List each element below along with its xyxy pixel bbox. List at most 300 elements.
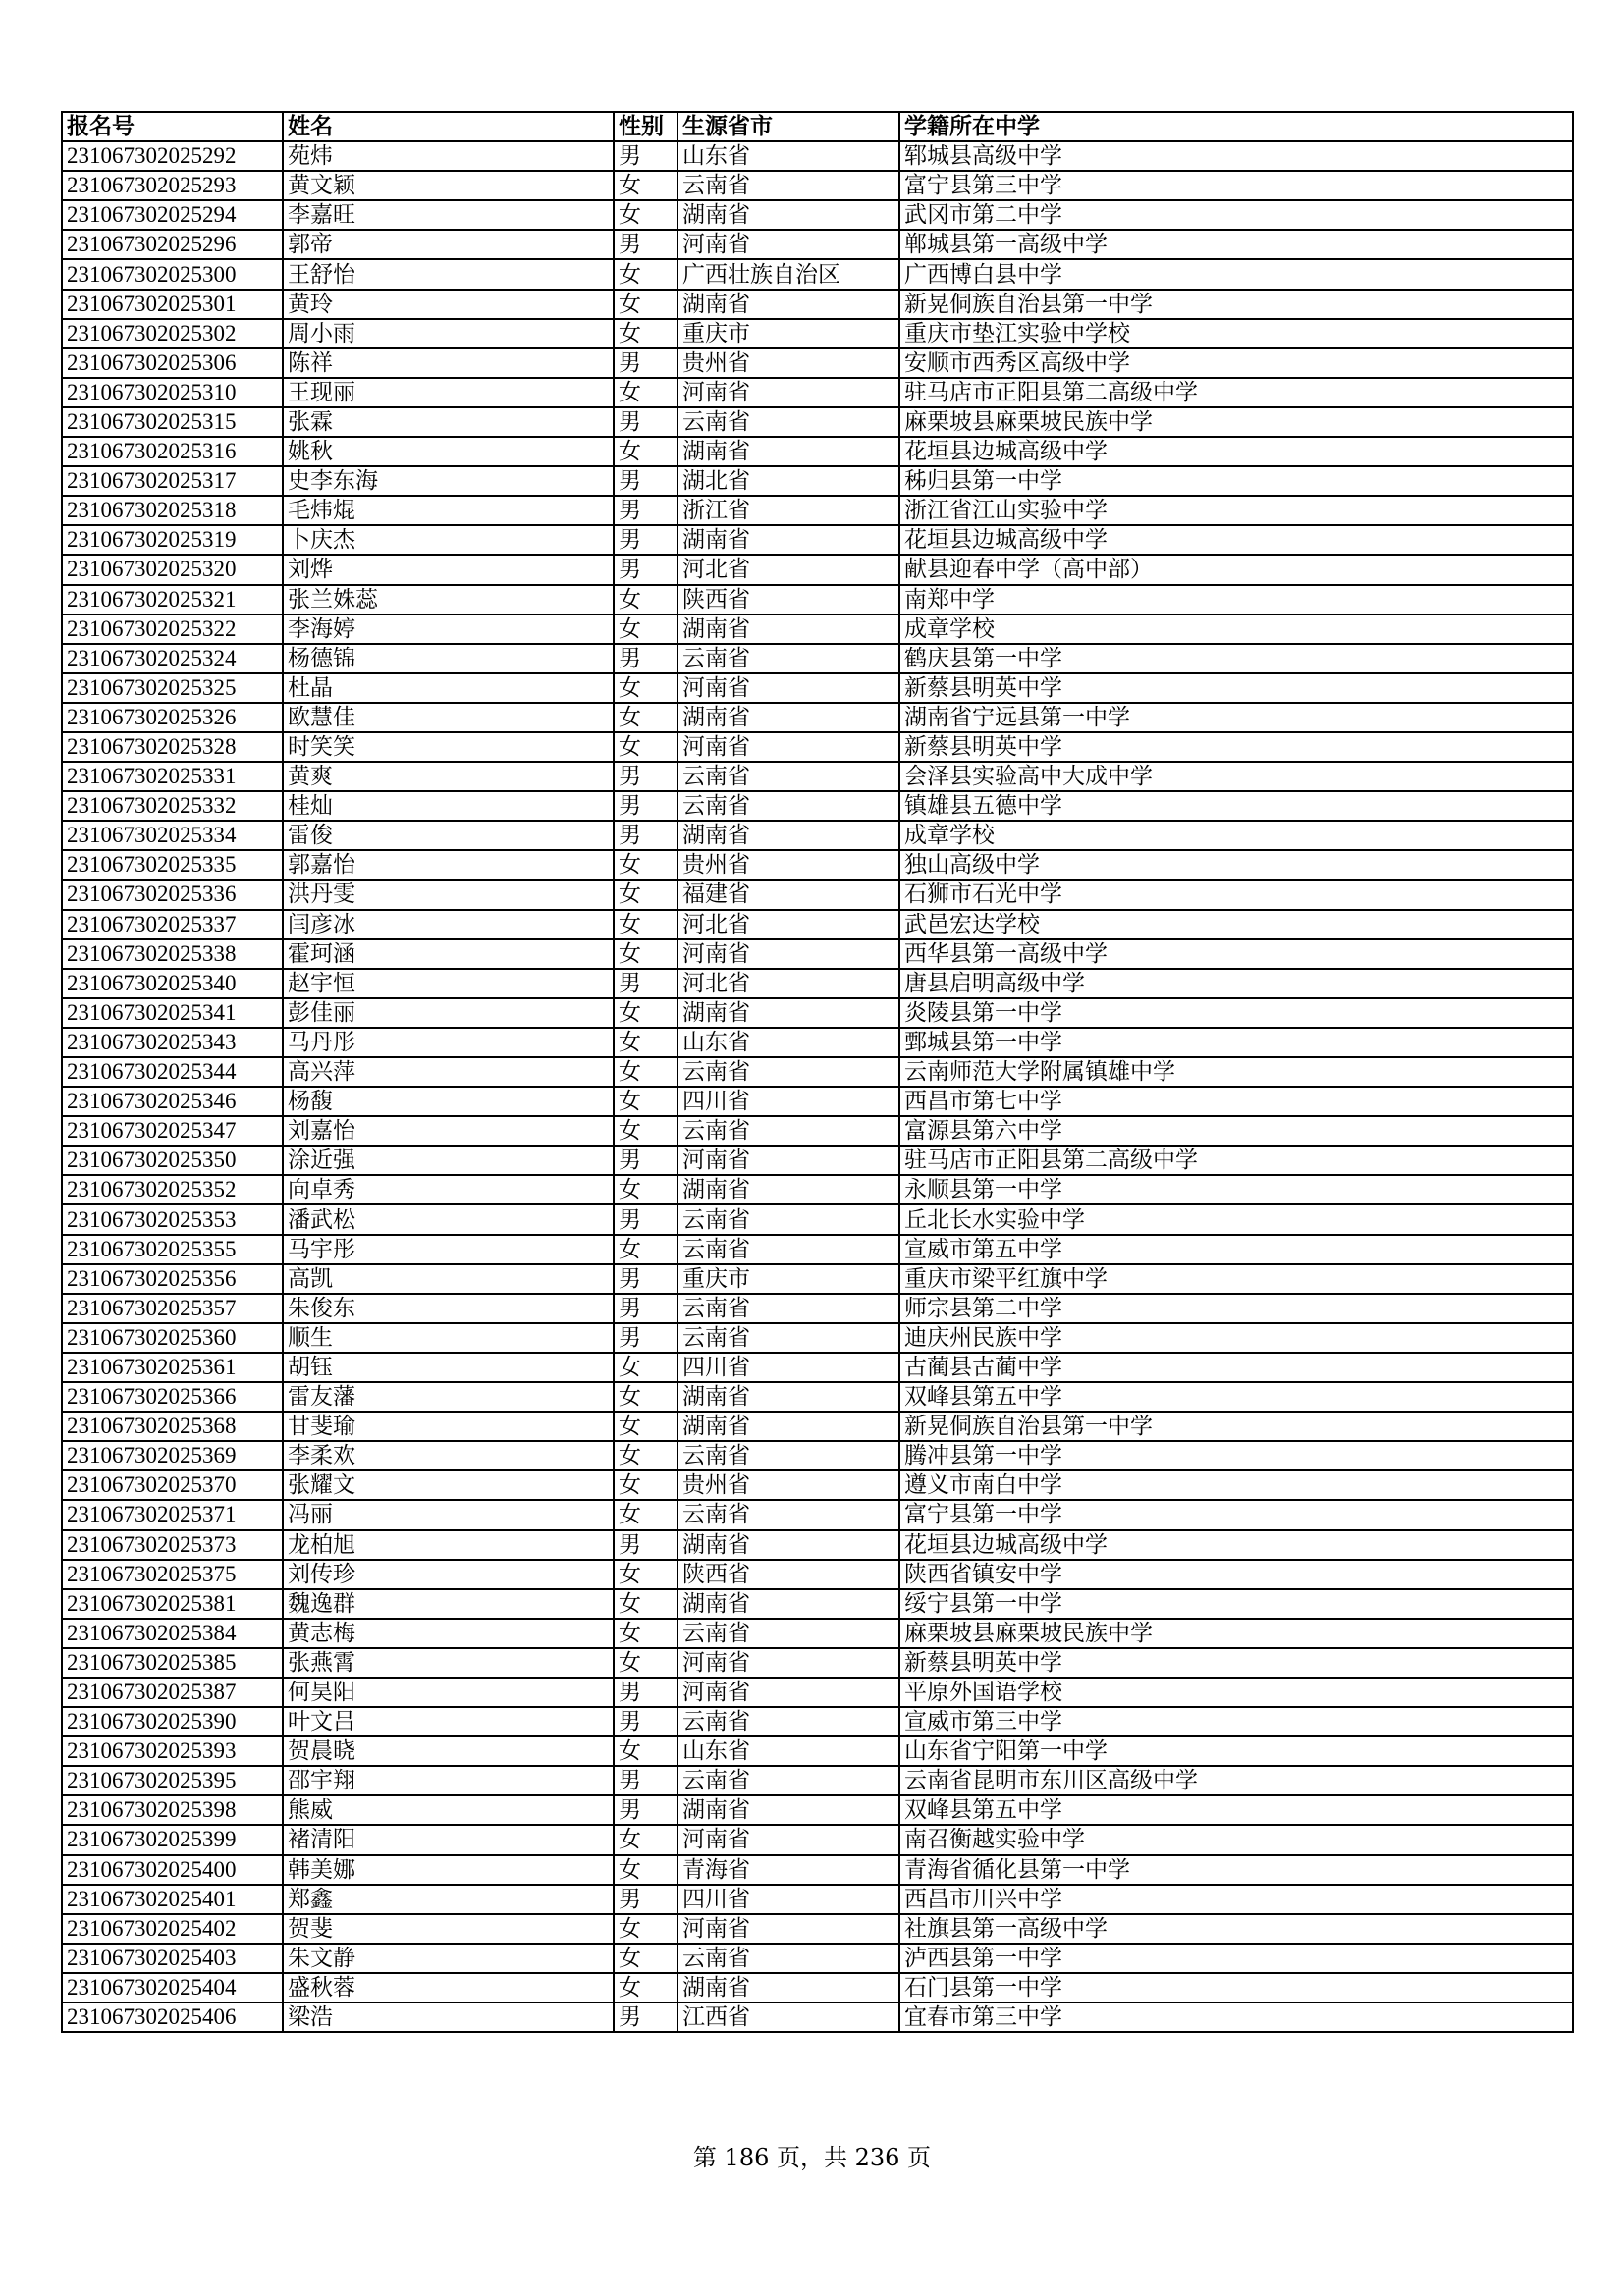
gender-cell: 女 <box>614 200 677 230</box>
school-cell: 鹤庆县第一中学 <box>899 644 1573 673</box>
table-row <box>62 673 1573 703</box>
table-row <box>62 850 1573 880</box>
table-row <box>62 1885 1573 1914</box>
registration-number-cell: 231067302025332 <box>62 791 283 821</box>
registration-number-cell: 231067302025315 <box>62 407 283 437</box>
name-cell: 魏逸群 <box>283 1589 614 1619</box>
table-row <box>62 1057 1573 1087</box>
name-cell: 赵宇恒 <box>283 969 614 998</box>
registration-number-cell: 231067302025322 <box>62 614 283 644</box>
registration-number-cell: 231067302025340 <box>62 969 283 998</box>
school-cell: 平原外国语学校 <box>899 1678 1573 1707</box>
gender-cell: 女 <box>614 1087 677 1116</box>
gender-cell: 女 <box>614 290 677 319</box>
gender-cell: 女 <box>614 1589 677 1619</box>
province-cell: 河南省 <box>677 1678 899 1707</box>
table-row <box>62 1116 1573 1146</box>
name-cell: 马丹彤 <box>283 1028 614 1057</box>
table-row <box>62 555 1573 584</box>
table-row <box>62 1323 1573 1353</box>
school-cell: 献县迎春中学（高中部） <box>899 555 1573 584</box>
province-cell: 湖南省 <box>677 1795 899 1825</box>
table-row <box>62 821 1573 850</box>
name-cell: 褚清阳 <box>283 1825 614 1854</box>
table-row <box>62 791 1573 821</box>
registration-number-cell: 231067302025334 <box>62 821 283 850</box>
name-cell: 洪丹雯 <box>283 880 614 909</box>
province-cell: 云南省 <box>677 1441 899 1470</box>
school-cell: 成章学校 <box>899 821 1573 850</box>
registration-number-cell: 231067302025328 <box>62 732 283 762</box>
name-cell: 陈祥 <box>283 348 614 378</box>
school-cell: 花垣县边城高级中学 <box>899 1530 1573 1560</box>
registration-number-cell: 231067302025356 <box>62 1264 283 1294</box>
gender-cell: 男 <box>614 791 677 821</box>
province-cell: 贵州省 <box>677 348 899 378</box>
school-cell: 宣威市第三中学 <box>899 1707 1573 1736</box>
province-cell: 重庆市 <box>677 1264 899 1294</box>
gender-cell: 男 <box>614 1204 677 1234</box>
gender-cell: 女 <box>614 1560 677 1589</box>
table-row <box>62 2002 1573 2032</box>
table-row <box>62 910 1573 939</box>
gender-cell: 男 <box>614 762 677 791</box>
name-cell: 龙柏旭 <box>283 1530 614 1560</box>
gender-cell: 男 <box>614 1264 677 1294</box>
gender-cell: 男 <box>614 644 677 673</box>
province-cell: 河南省 <box>677 230 899 259</box>
registration-number-cell: 231067302025324 <box>62 644 283 673</box>
gender-cell: 女 <box>614 1057 677 1087</box>
name-cell: 刘嘉怡 <box>283 1116 614 1146</box>
province-cell: 福建省 <box>677 880 899 909</box>
table-row <box>62 1560 1573 1589</box>
table-row <box>62 1175 1573 1204</box>
registration-number-cell: 231067302025401 <box>62 1885 283 1914</box>
registration-number-cell: 231067302025395 <box>62 1766 283 1795</box>
gender-cell: 女 <box>614 673 677 703</box>
school-cell: 重庆市梁平红旗中学 <box>899 1264 1573 1294</box>
gender-cell: 男 <box>614 1707 677 1736</box>
gender-cell: 女 <box>614 171 677 200</box>
province-cell: 四川省 <box>677 1353 899 1382</box>
table-row <box>62 466 1573 496</box>
registration-number-cell: 231067302025400 <box>62 1855 283 1885</box>
registration-number-cell: 231067302025371 <box>62 1500 283 1529</box>
school-cell: 新蔡县明英中学 <box>899 1648 1573 1678</box>
table-row <box>62 998 1573 1028</box>
gender-cell: 女 <box>614 437 677 466</box>
school-cell: 花垣县边城高级中学 <box>899 525 1573 555</box>
table-row <box>62 496 1573 525</box>
table-row <box>62 525 1573 555</box>
school-cell: 驻马店市正阳县第二高级中学 <box>899 1146 1573 1175</box>
name-cell: 叶文吕 <box>283 1707 614 1736</box>
school-cell: 浙江省江山实验中学 <box>899 496 1573 525</box>
registration-number-cell: 231067302025292 <box>62 141 283 171</box>
registration-number-cell: 231067302025325 <box>62 673 283 703</box>
registration-number-cell: 231067302025336 <box>62 880 283 909</box>
name-cell: 苑炜 <box>283 141 614 171</box>
province-cell: 河北省 <box>677 969 899 998</box>
province-cell: 云南省 <box>677 171 899 200</box>
gender-cell: 女 <box>614 1382 677 1412</box>
name-cell: 贺晨晓 <box>283 1736 614 1766</box>
school-cell: 石狮市石光中学 <box>899 880 1573 909</box>
school-cell: 石门县第一中学 <box>899 1973 1573 2002</box>
province-cell: 湖南省 <box>677 1530 899 1560</box>
gender-cell: 女 <box>614 1648 677 1678</box>
registration-number-cell: 231067302025320 <box>62 555 283 584</box>
name-cell: 卜庆杰 <box>283 525 614 555</box>
registration-number-cell: 231067302025344 <box>62 1057 283 1087</box>
name-cell: 冯丽 <box>283 1500 614 1529</box>
province-cell: 河南省 <box>677 939 899 969</box>
province-cell: 湖南省 <box>677 1973 899 2002</box>
name-cell: 潘武松 <box>283 1204 614 1234</box>
table-row <box>62 1204 1573 1234</box>
table-row <box>62 348 1573 378</box>
name-cell: 盛秋蓉 <box>283 1973 614 2002</box>
gender-cell: 男 <box>614 1795 677 1825</box>
school-cell: 南召衡越实验中学 <box>899 1825 1573 1854</box>
gender-cell: 女 <box>614 910 677 939</box>
gender-cell: 女 <box>614 378 677 407</box>
gender-cell: 女 <box>614 1736 677 1766</box>
gender-cell: 男 <box>614 969 677 998</box>
registration-number-cell: 231067302025347 <box>62 1116 283 1146</box>
registration-number-cell: 231067302025300 <box>62 259 283 289</box>
gender-cell: 女 <box>614 1825 677 1854</box>
province-cell: 河北省 <box>677 555 899 584</box>
table-row <box>62 1825 1573 1854</box>
school-cell: 宜春市第三中学 <box>899 2002 1573 2032</box>
school-cell: 新蔡县明英中学 <box>899 732 1573 762</box>
province-cell: 湖北省 <box>677 466 899 496</box>
registration-number-cell: 231067302025310 <box>62 378 283 407</box>
gender-cell: 男 <box>614 1530 677 1560</box>
name-cell: 涂近强 <box>283 1146 614 1175</box>
school-cell: 花垣县边城高级中学 <box>899 437 1573 466</box>
registration-number-cell: 231067302025293 <box>62 171 283 200</box>
name-cell: 李嘉旺 <box>283 200 614 230</box>
province-cell: 云南省 <box>677 791 899 821</box>
table-row <box>62 1530 1573 1560</box>
registration-number-cell: 231067302025341 <box>62 998 283 1028</box>
school-cell: 富宁县第一中学 <box>899 1500 1573 1529</box>
table-row <box>62 1353 1573 1382</box>
name-cell: 雷友藩 <box>283 1382 614 1412</box>
registration-number-cell: 231067302025357 <box>62 1294 283 1323</box>
name-cell: 甘斐瑜 <box>283 1412 614 1441</box>
province-cell: 河南省 <box>677 1825 899 1854</box>
page-footer: 第 186 页，共 236 页 <box>692 2144 932 2171</box>
gender-cell: 男 <box>614 230 677 259</box>
name-cell: 黄爽 <box>283 762 614 791</box>
gender-cell: 女 <box>614 1028 677 1057</box>
province-cell: 云南省 <box>677 1707 899 1736</box>
table-row <box>62 1441 1573 1470</box>
registration-number-cell: 231067302025319 <box>62 525 283 555</box>
gender-cell: 女 <box>614 850 677 880</box>
name-cell: 李柔欢 <box>283 1441 614 1470</box>
name-cell: 桂灿 <box>283 791 614 821</box>
school-cell: 迪庆州民族中学 <box>899 1323 1573 1353</box>
registration-number-cell: 231067302025399 <box>62 1825 283 1854</box>
province-cell: 湖南省 <box>677 1589 899 1619</box>
school-cell: 新蔡县明英中学 <box>899 673 1573 703</box>
header-province: 生源省市 <box>677 112 899 141</box>
name-cell: 邵宇翔 <box>283 1766 614 1795</box>
registration-number-cell: 231067302025350 <box>62 1146 283 1175</box>
gender-cell: 女 <box>614 1855 677 1885</box>
table-row <box>62 319 1573 348</box>
name-cell: 马宇彤 <box>283 1235 614 1264</box>
table-row <box>62 1855 1573 1885</box>
province-cell: 河南省 <box>677 1146 899 1175</box>
table-row <box>62 1264 1573 1294</box>
province-cell: 河北省 <box>677 910 899 939</box>
gender-cell: 女 <box>614 939 677 969</box>
table-row <box>62 290 1573 319</box>
province-cell: 云南省 <box>677 1204 899 1234</box>
gender-cell: 女 <box>614 614 677 644</box>
school-cell: 独山高级中学 <box>899 850 1573 880</box>
province-cell: 浙江省 <box>677 496 899 525</box>
school-cell: 永顺县第一中学 <box>899 1175 1573 1204</box>
table-row <box>62 259 1573 289</box>
gender-cell: 男 <box>614 348 677 378</box>
province-cell: 江西省 <box>677 2002 899 2032</box>
name-cell: 郭嘉怡 <box>283 850 614 880</box>
school-cell: 富宁县第三中学 <box>899 171 1573 200</box>
gender-cell: 男 <box>614 1885 677 1914</box>
name-cell: 毛炜焜 <box>283 496 614 525</box>
school-cell: 富源县第六中学 <box>899 1116 1573 1146</box>
province-cell: 湖南省 <box>677 525 899 555</box>
name-cell: 彭佳丽 <box>283 998 614 1028</box>
table-row <box>62 1470 1573 1500</box>
province-cell: 河南省 <box>677 1648 899 1678</box>
registration-number-cell: 231067302025368 <box>62 1412 283 1441</box>
registration-number-cell: 231067302025326 <box>62 703 283 732</box>
gender-cell: 女 <box>614 1944 677 1973</box>
province-cell: 湖南省 <box>677 1382 899 1412</box>
gender-cell: 女 <box>614 1973 677 2002</box>
province-cell: 湖南省 <box>677 1412 899 1441</box>
registration-number-cell: 231067302025317 <box>62 466 283 496</box>
name-cell: 史李东海 <box>283 466 614 496</box>
province-cell: 云南省 <box>677 1323 899 1353</box>
registration-number-cell: 231067302025346 <box>62 1087 283 1116</box>
school-cell: 泸西县第一中学 <box>899 1944 1573 1973</box>
registration-number-cell: 231067302025398 <box>62 1795 283 1825</box>
table-row <box>62 703 1573 732</box>
gender-cell: 男 <box>614 496 677 525</box>
school-cell: 双峰县第五中学 <box>899 1795 1573 1825</box>
table-row <box>62 1619 1573 1648</box>
province-cell: 山东省 <box>677 141 899 171</box>
province-cell: 湖南省 <box>677 614 899 644</box>
name-cell: 张耀文 <box>283 1470 614 1500</box>
gender-cell: 女 <box>614 319 677 348</box>
school-cell: 西昌市第七中学 <box>899 1087 1573 1116</box>
province-cell: 湖南省 <box>677 290 899 319</box>
registration-number-cell: 231067302025387 <box>62 1678 283 1707</box>
name-cell: 胡钰 <box>283 1353 614 1382</box>
school-cell: 成章学校 <box>899 614 1573 644</box>
name-cell: 刘传珍 <box>283 1560 614 1589</box>
registration-number-cell: 231067302025352 <box>62 1175 283 1204</box>
gender-cell: 女 <box>614 703 677 732</box>
name-cell: 李海婷 <box>283 614 614 644</box>
school-cell: 广西博白县中学 <box>899 259 1573 289</box>
name-cell: 杜晶 <box>283 673 614 703</box>
name-cell: 高兴萍 <box>283 1057 614 1087</box>
registration-number-cell: 231067302025355 <box>62 1235 283 1264</box>
registration-number-cell: 231067302025318 <box>62 496 283 525</box>
name-cell: 黄文颖 <box>283 171 614 200</box>
school-cell: 古蔺县古蔺中学 <box>899 1353 1573 1382</box>
registration-number-cell: 231067302025373 <box>62 1530 283 1560</box>
school-cell: 鄄城县第一中学 <box>899 1028 1573 1057</box>
table-row <box>62 1707 1573 1736</box>
province-cell: 云南省 <box>677 1766 899 1795</box>
gender-cell: 男 <box>614 1766 677 1795</box>
school-cell: 西华县第一高级中学 <box>899 939 1573 969</box>
header-school: 学籍所在中学 <box>899 112 1573 141</box>
table-row <box>62 880 1573 909</box>
name-cell: 熊威 <box>283 1795 614 1825</box>
school-cell: 麻栗坡县麻栗坡民族中学 <box>899 407 1573 437</box>
registration-number-cell: 231067302025294 <box>62 200 283 230</box>
gender-cell: 男 <box>614 821 677 850</box>
table-row <box>62 171 1573 200</box>
name-cell: 朱俊东 <box>283 1294 614 1323</box>
school-cell: 遵义市南白中学 <box>899 1470 1573 1500</box>
name-cell: 周小雨 <box>283 319 614 348</box>
table-row <box>62 1382 1573 1412</box>
province-cell: 湖南省 <box>677 1175 899 1204</box>
registration-number-cell: 231067302025369 <box>62 1441 283 1470</box>
name-cell: 何昊阳 <box>283 1678 614 1707</box>
gender-cell: 男 <box>614 1678 677 1707</box>
school-cell: 云南省昆明市东川区高级中学 <box>899 1766 1573 1795</box>
registration-number-cell: 231067302025331 <box>62 762 283 791</box>
name-cell: 闫彦冰 <box>283 910 614 939</box>
province-cell: 云南省 <box>677 1500 899 1529</box>
province-cell: 重庆市 <box>677 319 899 348</box>
registration-number-cell: 231067302025375 <box>62 1560 283 1589</box>
registration-number-cell: 231067302025316 <box>62 437 283 466</box>
gender-cell: 女 <box>614 1412 677 1441</box>
school-cell: 镇雄县五德中学 <box>899 791 1573 821</box>
school-cell: 新晃侗族自治县第一中学 <box>899 290 1573 319</box>
gender-cell: 女 <box>614 1116 677 1146</box>
gender-cell: 女 <box>614 1353 677 1382</box>
school-cell: 湖南省宁远县第一中学 <box>899 703 1573 732</box>
header-registration-number: 报名号 <box>62 112 283 141</box>
name-cell: 韩美娜 <box>283 1855 614 1885</box>
registration-number-cell: 231067302025384 <box>62 1619 283 1648</box>
province-cell: 陕西省 <box>677 1560 899 1589</box>
school-cell: 绥宁县第一中学 <box>899 1589 1573 1619</box>
school-cell: 丘北长水实验中学 <box>899 1204 1573 1234</box>
name-cell: 贺斐 <box>283 1914 614 1944</box>
province-cell: 贵州省 <box>677 1470 899 1500</box>
school-cell: 社旗县第一高级中学 <box>899 1914 1573 1944</box>
province-cell: 山东省 <box>677 1736 899 1766</box>
gender-cell: 女 <box>614 732 677 762</box>
table-row <box>62 1766 1573 1795</box>
gender-cell: 女 <box>614 585 677 614</box>
school-cell: 炎陵县第一中学 <box>899 998 1573 1028</box>
school-cell: 青海省循化县第一中学 <box>899 1855 1573 1885</box>
name-cell: 霍珂涵 <box>283 939 614 969</box>
name-cell: 朱文静 <box>283 1944 614 1973</box>
table-row <box>62 762 1573 791</box>
province-cell: 云南省 <box>677 1944 899 1973</box>
registration-number-cell: 231067302025381 <box>62 1589 283 1619</box>
province-cell: 湖南省 <box>677 703 899 732</box>
school-cell: 腾冲县第一中学 <box>899 1441 1573 1470</box>
table-row <box>62 1795 1573 1825</box>
province-cell: 四川省 <box>677 1087 899 1116</box>
registration-number-cell: 231067302025360 <box>62 1323 283 1353</box>
name-cell: 高凯 <box>283 1264 614 1294</box>
school-cell: 西昌市川兴中学 <box>899 1885 1573 1914</box>
province-cell: 云南省 <box>677 1619 899 1648</box>
table-row <box>62 585 1573 614</box>
registration-number-cell: 231067302025343 <box>62 1028 283 1057</box>
name-cell: 时笑笑 <box>283 732 614 762</box>
registration-number-cell: 231067302025393 <box>62 1736 283 1766</box>
school-cell: 会泽县实验高中大成中学 <box>899 762 1573 791</box>
gender-cell: 男 <box>614 1294 677 1323</box>
table-row <box>62 1678 1573 1707</box>
table-row <box>62 141 1573 171</box>
registration-number-cell: 231067302025390 <box>62 1707 283 1736</box>
registration-number-cell: 231067302025302 <box>62 319 283 348</box>
gender-cell: 女 <box>614 1235 677 1264</box>
province-cell: 云南省 <box>677 644 899 673</box>
registration-number-cell: 231067302025366 <box>62 1382 283 1412</box>
table-row <box>62 1087 1573 1116</box>
table-row <box>62 1914 1573 1944</box>
registration-number-cell: 231067302025306 <box>62 348 283 378</box>
province-cell: 湖南省 <box>677 200 899 230</box>
table-row <box>62 1973 1573 2002</box>
province-cell: 河南省 <box>677 378 899 407</box>
gender-cell: 女 <box>614 1441 677 1470</box>
name-cell: 王现丽 <box>283 378 614 407</box>
name-cell: 张兰姝蕊 <box>283 585 614 614</box>
province-cell: 陕西省 <box>677 585 899 614</box>
school-cell: 安顺市西秀区高级中学 <box>899 348 1573 378</box>
table-row <box>62 378 1573 407</box>
province-cell: 河南省 <box>677 673 899 703</box>
school-cell: 重庆市垫江实验中学校 <box>899 319 1573 348</box>
province-cell: 云南省 <box>677 762 899 791</box>
gender-cell: 女 <box>614 1914 677 1944</box>
registration-number-cell: 231067302025402 <box>62 1914 283 1944</box>
gender-cell: 男 <box>614 1146 677 1175</box>
province-cell: 云南省 <box>677 1116 899 1146</box>
gender-cell: 女 <box>614 1175 677 1204</box>
table-row <box>62 939 1573 969</box>
school-cell: 师宗县第二中学 <box>899 1294 1573 1323</box>
table-row <box>62 1235 1573 1264</box>
